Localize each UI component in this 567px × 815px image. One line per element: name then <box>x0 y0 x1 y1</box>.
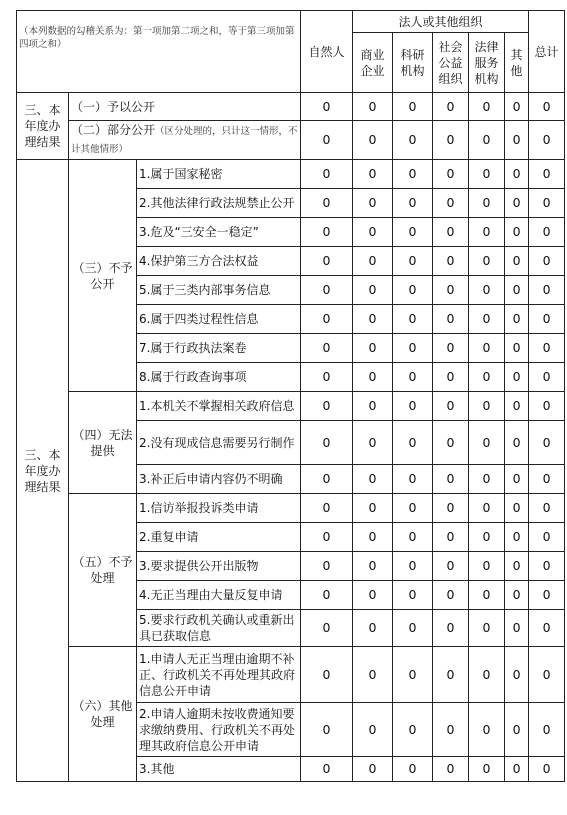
g4-2-value-4: 0 <box>469 465 505 494</box>
item-label-g5-1: 2.重复申请 <box>137 523 301 552</box>
g5-1-value-5: 0 <box>505 523 529 552</box>
r2-value-4: 0 <box>469 121 505 160</box>
table-row <box>17 494 565 523</box>
item-label-g5-2: 3.要求提供公开出版物 <box>137 552 301 581</box>
r2-value-1: 0 <box>353 121 393 160</box>
g6-1-value-2: 0 <box>393 703 433 757</box>
row-label-r1: （一）予以公开 <box>69 93 301 121</box>
g5-4-value-0: 0 <box>301 610 353 647</box>
g3-3-value-5: 0 <box>505 247 529 276</box>
g6-2-value-1: 0 <box>353 757 393 782</box>
item-label-g3-7: 8.属于行政查询事项 <box>137 363 301 392</box>
r1-value-1: 0 <box>353 93 393 121</box>
g5-3-value-4: 0 <box>469 581 505 610</box>
item-label-g6-2: 3.其他 <box>137 757 301 782</box>
g5-1-value-1: 0 <box>353 523 393 552</box>
g4-2-value-3: 0 <box>433 465 469 494</box>
item-label-g3-0: 1.属于国家秘密 <box>137 160 301 189</box>
g6-1-value-4: 0 <box>469 703 505 757</box>
g3-3-value-6: 0 <box>529 247 565 276</box>
group-label-g6: （六）其他处理 <box>69 647 137 782</box>
g6-0-value-2: 0 <box>393 647 433 703</box>
g4-1-value-5: 0 <box>505 421 529 465</box>
g3-7-value-0: 0 <box>301 363 353 392</box>
g3-1-value-2: 0 <box>393 189 433 218</box>
g5-1-value-3: 0 <box>433 523 469 552</box>
g4-0-value-5: 0 <box>505 392 529 421</box>
g4-1-value-3: 0 <box>433 421 469 465</box>
g6-1-value-3: 0 <box>433 703 469 757</box>
g5-1-value-0: 0 <box>301 523 353 552</box>
g5-1-value-2: 0 <box>393 523 433 552</box>
g3-0-value-2: 0 <box>393 160 433 189</box>
g6-0-value-3: 0 <box>433 647 469 703</box>
g5-4-value-2: 0 <box>393 610 433 647</box>
section-label-mid: 三、本年度办理结果 <box>17 160 69 782</box>
g5-1-value-4: 0 <box>469 523 505 552</box>
g5-4-value-6: 0 <box>529 610 565 647</box>
item-label-g5-3: 4.无正当理由大量反复申请 <box>137 581 301 610</box>
g3-7-value-1: 0 <box>353 363 393 392</box>
g3-7-value-2: 0 <box>393 363 433 392</box>
g5-4-value-4: 0 <box>469 610 505 647</box>
g4-1-value-2: 0 <box>393 421 433 465</box>
g3-0-value-0: 0 <box>301 160 353 189</box>
g4-2-value-0: 0 <box>301 465 353 494</box>
item-label-g3-4: 5.属于三类内部事务信息 <box>137 276 301 305</box>
g4-0-value-4: 0 <box>469 392 505 421</box>
r1-value-3: 0 <box>433 93 469 121</box>
g3-3-value-1: 0 <box>353 247 393 276</box>
r1-value-5: 0 <box>505 93 529 121</box>
g4-0-value-2: 0 <box>393 392 433 421</box>
g5-0-value-5: 0 <box>505 494 529 523</box>
g3-5-value-6: 0 <box>529 305 565 334</box>
g6-0-value-1: 0 <box>353 647 393 703</box>
g6-1-value-5: 0 <box>505 703 529 757</box>
header-natural-person: 自然人 <box>301 11 353 93</box>
item-label-g3-3: 4.保护第三方合法权益 <box>137 247 301 276</box>
g6-1-value-1: 0 <box>353 703 393 757</box>
g5-4-value-3: 0 <box>433 610 469 647</box>
g3-7-value-3: 0 <box>433 363 469 392</box>
g5-3-value-6: 0 <box>529 581 565 610</box>
g3-6-value-5: 0 <box>505 334 529 363</box>
g5-2-value-0: 0 <box>301 552 353 581</box>
header-sub-other: 其他 <box>505 33 529 93</box>
g6-2-value-5: 0 <box>505 757 529 782</box>
g3-1-value-3: 0 <box>433 189 469 218</box>
table-row <box>17 160 565 189</box>
g4-1-value-6: 0 <box>529 421 565 465</box>
r2-value-3: 0 <box>433 121 469 160</box>
r1-value-6: 0 <box>529 93 565 121</box>
g3-3-value-3: 0 <box>433 247 469 276</box>
header-legal-group: 法人或其他组织 <box>353 11 529 33</box>
r2-value-6: 0 <box>529 121 565 160</box>
group-label-g3: （三）不予公开 <box>69 160 137 392</box>
g4-2-value-2: 0 <box>393 465 433 494</box>
g3-5-value-0: 0 <box>301 305 353 334</box>
g3-6-value-1: 0 <box>353 334 393 363</box>
row-label-r2-note: （区分处理的，只计这一情形，不计其他情形） <box>71 126 298 155</box>
g5-0-value-3: 0 <box>433 494 469 523</box>
g3-0-value-6: 0 <box>529 160 565 189</box>
g3-6-value-4: 0 <box>469 334 505 363</box>
table-row <box>17 392 565 421</box>
g3-0-value-5: 0 <box>505 160 529 189</box>
g4-2-value-1: 0 <box>353 465 393 494</box>
g3-1-value-1: 0 <box>353 189 393 218</box>
g3-5-value-1: 0 <box>353 305 393 334</box>
group-label-g4: （四）无法提供 <box>69 392 137 494</box>
g3-2-value-6: 0 <box>529 218 565 247</box>
item-label-g3-5: 6.属于四类过程性信息 <box>137 305 301 334</box>
g5-3-value-2: 0 <box>393 581 433 610</box>
g6-1-value-0: 0 <box>301 703 353 757</box>
header-note: （本列数据的勾稽关系为：第一项加第二项之和，等于第三项加第四项之和） <box>17 11 301 93</box>
statistics-table <box>16 10 565 782</box>
g3-6-value-3: 0 <box>433 334 469 363</box>
g3-2-value-2: 0 <box>393 218 433 247</box>
g3-1-value-6: 0 <box>529 189 565 218</box>
g3-4-value-3: 0 <box>433 276 469 305</box>
group-label-g5: （五）不予处理 <box>69 494 137 647</box>
g3-2-value-3: 0 <box>433 218 469 247</box>
g4-1-value-0: 0 <box>301 421 353 465</box>
r1-value-2: 0 <box>393 93 433 121</box>
r1-value-0: 0 <box>301 93 353 121</box>
header-sub-legal-service: 法律服务机构 <box>469 33 505 93</box>
r1-value-4: 0 <box>469 93 505 121</box>
table-row <box>17 647 565 703</box>
g6-2-value-2: 0 <box>393 757 433 782</box>
g5-1-value-6: 0 <box>529 523 565 552</box>
header-total: 总计 <box>529 11 565 93</box>
g3-2-value-4: 0 <box>469 218 505 247</box>
g3-2-value-1: 0 <box>353 218 393 247</box>
item-label-g6-1: 2.申请人逾期未按收费通知要求缴纳费用、行政机关不再处理其政府信息公开申请 <box>137 703 301 757</box>
item-label-g4-1: 2.没有现成信息需要另行制作 <box>137 421 301 465</box>
g6-1-value-6: 0 <box>529 703 565 757</box>
g5-2-value-5: 0 <box>505 552 529 581</box>
g6-0-value-5: 0 <box>505 647 529 703</box>
r2-value-0: 0 <box>301 121 353 160</box>
g3-0-value-4: 0 <box>469 160 505 189</box>
g3-4-value-4: 0 <box>469 276 505 305</box>
g5-0-value-0: 0 <box>301 494 353 523</box>
item-label-g3-1: 2.其他法律行政法规禁止公开 <box>137 189 301 218</box>
g5-0-value-1: 0 <box>353 494 393 523</box>
g3-5-value-2: 0 <box>393 305 433 334</box>
g5-3-value-5: 0 <box>505 581 529 610</box>
g4-2-value-5: 0 <box>505 465 529 494</box>
g6-0-value-0: 0 <box>301 647 353 703</box>
g3-6-value-0: 0 <box>301 334 353 363</box>
g5-2-value-1: 0 <box>353 552 393 581</box>
g3-0-value-1: 0 <box>353 160 393 189</box>
g3-5-value-5: 0 <box>505 305 529 334</box>
g4-0-value-3: 0 <box>433 392 469 421</box>
g3-7-value-5: 0 <box>505 363 529 392</box>
r2-value-5: 0 <box>505 121 529 160</box>
header-sub-commercial: 商业企业 <box>353 33 393 93</box>
g5-3-value-1: 0 <box>353 581 393 610</box>
g6-2-value-6: 0 <box>529 757 565 782</box>
g6-2-value-4: 0 <box>469 757 505 782</box>
g5-4-value-1: 0 <box>353 610 393 647</box>
g3-5-value-4: 0 <box>469 305 505 334</box>
g3-2-value-0: 0 <box>301 218 353 247</box>
item-label-g5-4: 5.要求行政机关确认或重新出具已获取信息 <box>137 610 301 647</box>
g5-4-value-5: 0 <box>505 610 529 647</box>
item-label-g4-2: 3.补正后申请内容仍不明确 <box>137 465 301 494</box>
g3-3-value-0: 0 <box>301 247 353 276</box>
g3-0-value-3: 0 <box>433 160 469 189</box>
g5-2-value-4: 0 <box>469 552 505 581</box>
g3-4-value-5: 0 <box>505 276 529 305</box>
g3-2-value-5: 0 <box>505 218 529 247</box>
g3-6-value-2: 0 <box>393 334 433 363</box>
g5-0-value-4: 0 <box>469 494 505 523</box>
g3-4-value-6: 0 <box>529 276 565 305</box>
g6-0-value-6: 0 <box>529 647 565 703</box>
g5-0-value-6: 0 <box>529 494 565 523</box>
g3-1-value-4: 0 <box>469 189 505 218</box>
g5-2-value-6: 0 <box>529 552 565 581</box>
g4-1-value-1: 0 <box>353 421 393 465</box>
g3-7-value-6: 0 <box>529 363 565 392</box>
g4-1-value-4: 0 <box>469 421 505 465</box>
g3-6-value-6: 0 <box>529 334 565 363</box>
g3-5-value-3: 0 <box>433 305 469 334</box>
item-label-g6-0: 1.申请人无正当理由逾期不补正、行政机关不再处理其政府信息公开申请 <box>137 647 301 703</box>
g4-0-value-0: 0 <box>301 392 353 421</box>
r2-value-2: 0 <box>393 121 433 160</box>
item-label-g3-6: 7.属于行政执法案卷 <box>137 334 301 363</box>
g5-2-value-3: 0 <box>433 552 469 581</box>
item-label-g4-0: 1.本机关不掌握相关政府信息 <box>137 392 301 421</box>
g3-1-value-5: 0 <box>505 189 529 218</box>
g3-1-value-0: 0 <box>301 189 353 218</box>
row-label-r2 <box>69 121 301 160</box>
header-sub-public-welfare: 社会公益组织 <box>433 33 469 93</box>
item-label-g5-0: 1.信访举报投诉类申请 <box>137 494 301 523</box>
g4-0-value-1: 0 <box>353 392 393 421</box>
g4-2-value-6: 0 <box>529 465 565 494</box>
g3-7-value-4: 0 <box>469 363 505 392</box>
header-sub-research: 科研机构 <box>393 33 433 93</box>
g3-3-value-2: 0 <box>393 247 433 276</box>
g5-3-value-3: 0 <box>433 581 469 610</box>
g6-2-value-0: 0 <box>301 757 353 782</box>
item-label-g3-2: 3.危及“三安全一稳定” <box>137 218 301 247</box>
g5-0-value-2: 0 <box>393 494 433 523</box>
row-label-r2-main: （二）部分公开 <box>71 123 156 137</box>
g6-0-value-4: 0 <box>469 647 505 703</box>
g3-4-value-0: 0 <box>301 276 353 305</box>
g3-4-value-1: 0 <box>353 276 393 305</box>
g6-2-value-3: 0 <box>433 757 469 782</box>
g5-2-value-2: 0 <box>393 552 433 581</box>
g3-4-value-2: 0 <box>393 276 433 305</box>
g5-3-value-0: 0 <box>301 581 353 610</box>
g4-0-value-6: 0 <box>529 392 565 421</box>
g3-3-value-4: 0 <box>469 247 505 276</box>
section-label-top: 三、本年度办理结果 <box>17 93 69 160</box>
